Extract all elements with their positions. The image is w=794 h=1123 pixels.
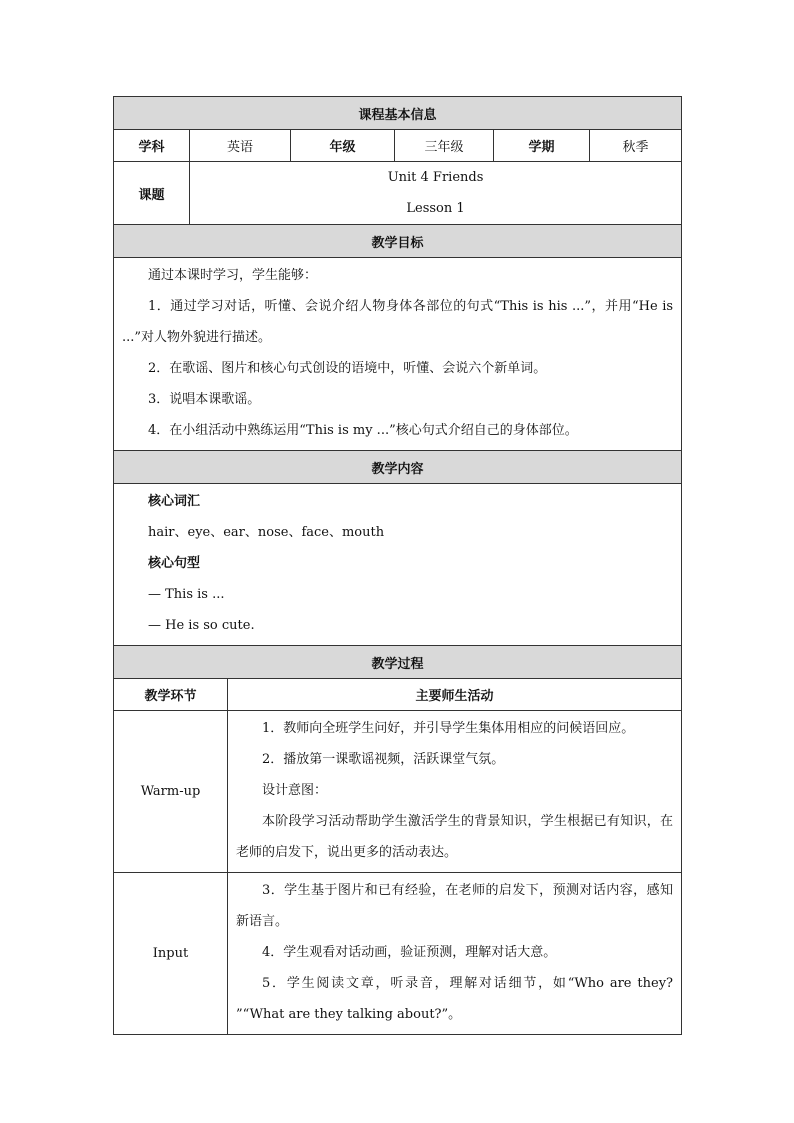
process-header: 教学过程 (114, 646, 682, 679)
stage-column-header: 教学环节 (114, 679, 228, 711)
topic-value (190, 162, 682, 225)
topic-label: 课题 (114, 162, 190, 225)
vocab-list: hair、eye、ear、nose、face、mouth (148, 525, 385, 540)
pattern-line: — This is ... (148, 587, 225, 602)
course-info-header: 课程基本信息 (114, 97, 682, 130)
stage-name: Input (114, 873, 228, 1035)
vocab-title: 核心词汇 (148, 494, 201, 509)
stage-name: Warm-up (114, 711, 228, 873)
activity-line: 2．播放第一课歌谣视频，活跃课堂气氛。 (262, 752, 505, 767)
activity-line: 5．学生阅读文章，听录音，理解对话细节，如“Who are they? ”“What are they talking about?”。 (236, 976, 674, 1022)
pattern-title: 核心句型 (148, 556, 201, 571)
topic-lesson: Lesson 1 (406, 201, 465, 216)
grade-label: 年级 (291, 130, 395, 162)
topic-unit: Unit 4 Friends (387, 170, 484, 185)
activity-column-header: 主要师生活动 (228, 679, 682, 711)
goals-intro: 通过本课时学习，学生能够： (148, 268, 318, 283)
term-label: 学期 (494, 130, 590, 162)
term-value: 秋季 (590, 130, 682, 162)
activity-line: 4．学生观看对话动画，验证预测，理解对话大意。 (262, 945, 557, 960)
subject-label: 学科 (114, 130, 190, 162)
activity-line: 1．教师向全班学生问好，并引导学生集体用相应的问候语回应。 (262, 721, 635, 736)
activity-line: 3．学生基于图片和已有经验，在老师的启发下，预测对话内容，感知新语言。 (236, 883, 674, 929)
process-table (113, 645, 682, 1035)
activity-line: 本阶段学习活动帮助学生激活学生的背景知识，学生根据已有知识，在老师的启发下，说出更多的活动表达。 (236, 814, 674, 860)
activity-line: 设计意图： (262, 783, 328, 798)
goals-header: 教学目标 (114, 225, 682, 258)
content-header: 教学内容 (114, 451, 682, 484)
subject-value: 英语 (190, 130, 291, 162)
stage-activities (228, 711, 682, 873)
goals-body (114, 258, 682, 451)
stage-activities (228, 873, 682, 1035)
grade-value: 三年级 (395, 130, 494, 162)
pattern-line: — He is so cute. (148, 618, 255, 633)
goal-item: 2．在歌谣、图片和核心句式创设的语境中，听懂、会说六个新单词。 (148, 361, 547, 376)
lesson-plan-document (113, 96, 681, 1035)
info-table (113, 96, 682, 646)
goal-item: 4．在小组活动中熟练运用“This is my ...”核心句式介绍自己的身体部位。 (148, 423, 578, 438)
goal-item: 1．通过学习对话，听懂、会说介绍人物身体各部位的句式“This is his ...”，并用“He is ...”对人物外貌进行描述。 (122, 299, 674, 345)
content-body (114, 484, 682, 646)
goal-item: 3．说唱本课歌谣。 (148, 392, 261, 407)
